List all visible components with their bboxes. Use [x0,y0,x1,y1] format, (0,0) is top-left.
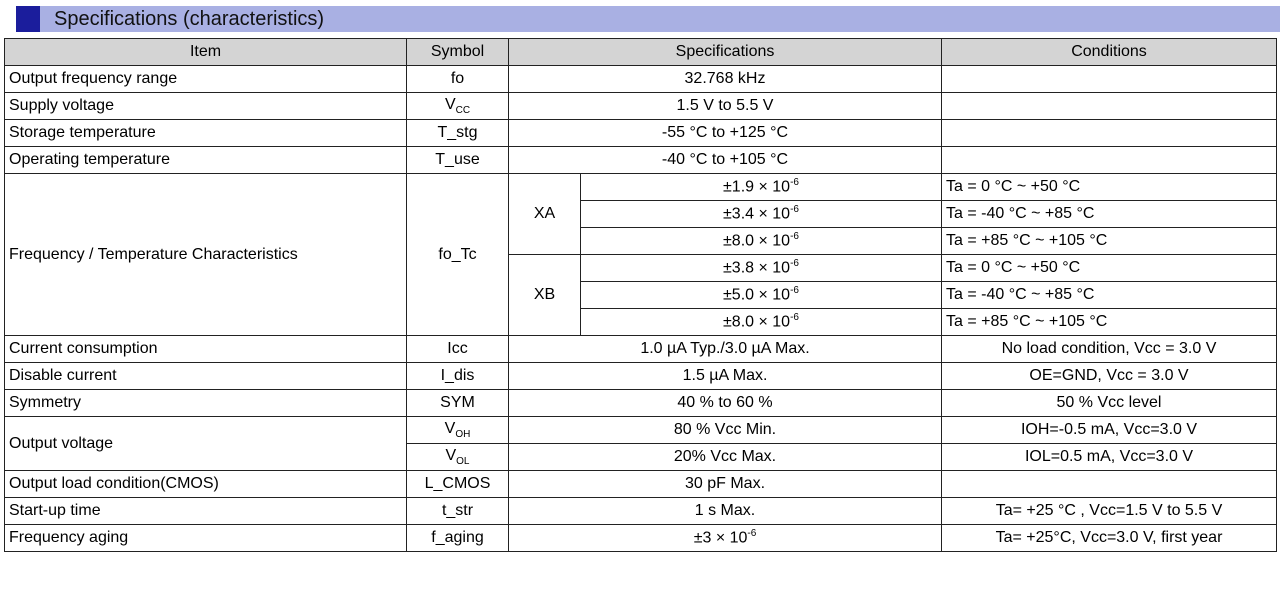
spec-base: ±8.0 × 10 [723,232,791,250]
row-spec: 1 s Max. [509,498,942,525]
table-header-row [5,39,1277,66]
row-cond: OE=GND, Vcc = 3.0 V [942,363,1277,390]
row-cond [942,120,1277,147]
row-item: Frequency aging [5,525,407,552]
table-row [5,390,1277,417]
spec-base: ±3.8 × 10 [723,259,791,277]
spec-base: ±3.4 × 10 [723,205,791,223]
row-cond: IOL=0.5 mA, Vcc=3.0 V [942,444,1277,471]
section-title: Specifications (characteristics) [54,8,325,30]
row-item: Symmetry [5,390,407,417]
header-specifications: Specifications [509,39,942,66]
row-spec [581,174,942,201]
row-cond [942,147,1277,174]
row-item: Start-up time [5,498,407,525]
table-row [5,336,1277,363]
table-row [5,471,1277,498]
header-item: Item [5,39,407,66]
row-item: Frequency / Temperature Characteristics [5,174,407,336]
symbol-main: V [444,419,456,437]
row-spec: 20% Vcc Max. [509,444,942,471]
row-symbol: t_str [407,498,509,525]
header-conditions: Conditions [942,39,1277,66]
row-item: Current consumption [5,336,407,363]
row-cond: Ta = -40 °C ~ +85 °C [942,201,1277,228]
row-symbol [407,444,509,471]
row-symbol: I_dis [407,363,509,390]
spec-exponent: -6 [790,285,799,297]
row-spec: 1.5 µA Max. [509,363,942,390]
row-cond: Ta = +85 °C ~ +105 °C [942,228,1277,255]
spec-base: ±5.0 × 10 [723,286,791,304]
spec-exponent: -6 [747,528,757,540]
symbol-sub: OL [456,456,470,468]
spec-exponent: -6 [790,177,799,189]
row-spec [581,228,942,255]
row-cond [942,66,1277,93]
row-spec: -40 °C to +105 °C [509,147,942,174]
symbol-sub: CC [455,105,471,117]
row-symbol: fo [407,66,509,93]
specifications-table [4,38,1277,552]
row-item: Output load condition(CMOS) [5,471,407,498]
row-spec [581,201,942,228]
row-symbol: L_CMOS [407,471,509,498]
row-cond [942,471,1277,498]
spec-base: ±3 × 10 [693,529,748,547]
row-symbol: T_use [407,147,509,174]
section-marker [16,6,40,32]
row-symbol: Icc [407,336,509,363]
row-symbol [407,417,509,444]
spec-exponent: -6 [790,258,799,270]
row-item: Output voltage [5,417,407,471]
row-cond: Ta = 0 °C ~ +50 °C [942,255,1277,282]
row-cond: Ta = 0 °C ~ +50 °C [942,174,1277,201]
symbol-main: V [444,95,456,113]
table-row [5,417,1277,444]
row-spec [581,282,942,309]
row-item: Output frequency range [5,66,407,93]
row-spec: 80 % Vcc Min. [509,417,942,444]
symbol-main: V [445,446,457,464]
row-cond: No load condition, Vcc = 3.0 V [942,336,1277,363]
row-cond: IOH=-0.5 mA, Vcc=3.0 V [942,417,1277,444]
table-row [5,147,1277,174]
row-spec: 30 pF Max. [509,471,942,498]
row-cond: 50 % Vcc level [942,390,1277,417]
group-label-xa: XA [509,174,581,255]
row-symbol: f_aging [407,525,509,552]
row-spec: 1.0 µA Typ./3.0 µA Max. [509,336,942,363]
row-cond: Ta= +25°C, Vcc=3.0 V, first year [942,525,1277,552]
group-label-xb: XB [509,255,581,336]
spec-exponent: -6 [790,231,799,243]
table-row [5,120,1277,147]
table-row [5,363,1277,390]
table-row [5,66,1277,93]
row-spec: 40 % to 60 % [509,390,942,417]
row-symbol [407,93,509,120]
section-header-bar [16,6,1280,32]
row-item: Supply voltage [5,93,407,120]
header-symbol: Symbol [407,39,509,66]
spec-exponent: -6 [790,204,799,216]
row-item: Storage temperature [5,120,407,147]
spec-base: ±8.0 × 10 [723,313,791,331]
row-spec [581,309,942,336]
row-cond: Ta = +85 °C ~ +105 °C [942,309,1277,336]
table-row [5,174,1277,201]
row-cond [942,93,1277,120]
row-symbol: SYM [407,390,509,417]
row-spec: 32.768 kHz [509,66,942,93]
row-spec [581,255,942,282]
symbol-sub: OH [455,429,471,441]
spec-base: ±1.9 × 10 [723,178,791,196]
spec-exponent: -6 [790,312,799,324]
row-cond: Ta= +25 °C , Vcc=1.5 V to 5.5 V [942,498,1277,525]
row-spec: 1.5 V to 5.5 V [509,93,942,120]
row-item: Operating temperature [5,147,407,174]
row-spec: -55 °C to +125 °C [509,120,942,147]
table-row [5,525,1277,552]
row-spec [509,525,942,552]
row-cond: Ta = -40 °C ~ +85 °C [942,282,1277,309]
table-row [5,93,1277,120]
table-row [5,498,1277,525]
row-symbol: fo_Tc [407,174,509,336]
row-item: Disable current [5,363,407,390]
row-symbol: T_stg [407,120,509,147]
